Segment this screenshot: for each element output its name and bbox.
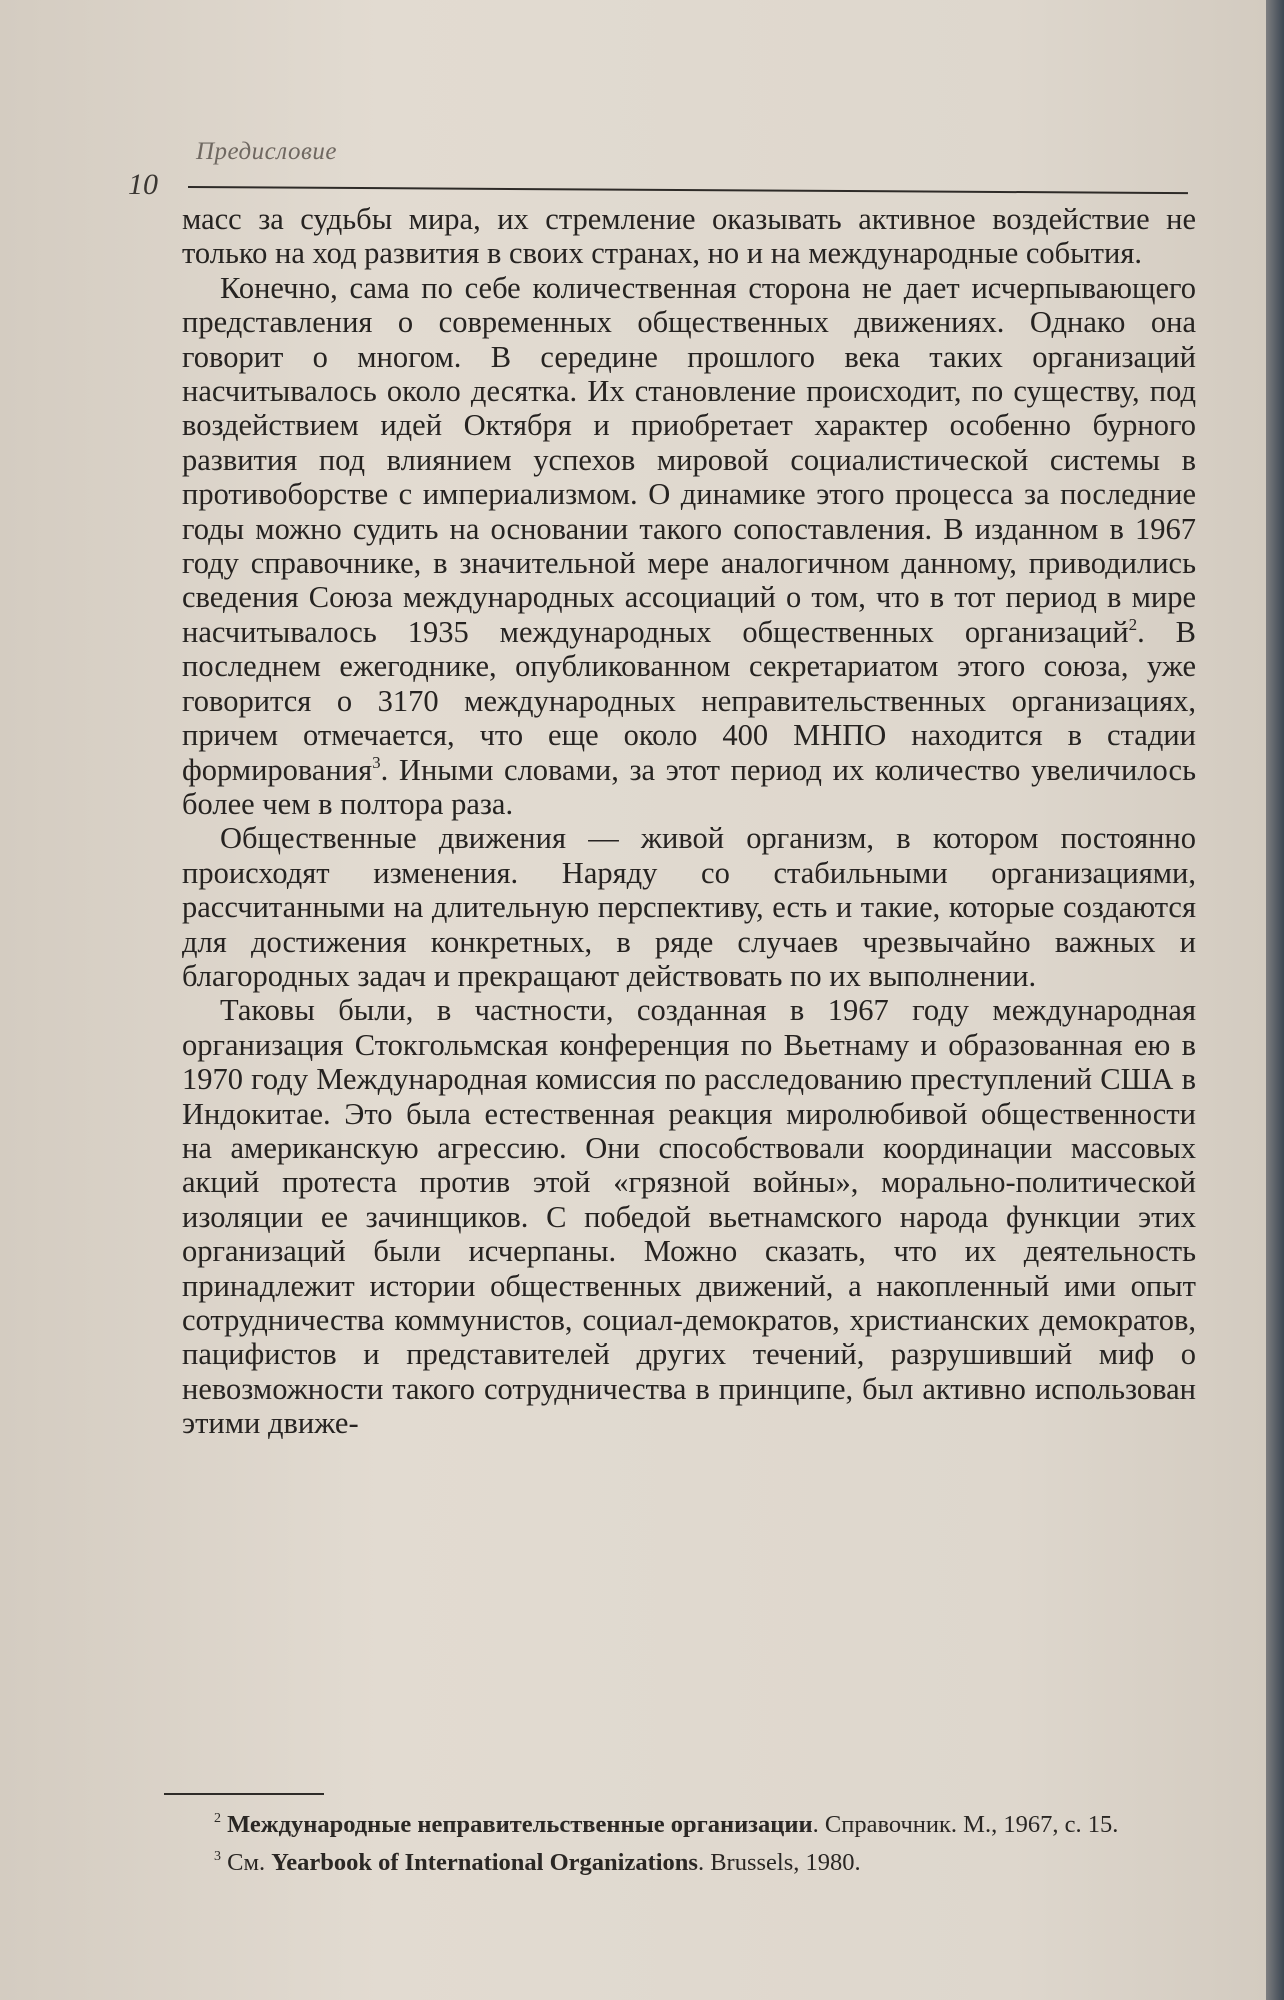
footnote-number: 2: [214, 1811, 221, 1826]
paragraph: [182, 271, 1196, 822]
paragraph-text: Таковы были, в частности, созданная в 1967 году международная организация Стокгольмская конференция по Вьетнаму и образованная ею в 1970 году Международная комиссия по расследованию преступлений США в Индокитае. Это была естественная реакция миролюбивой общественности на американскую агрессию. Они способствовали координации массовых акций протеста против этой «грязной войны», морально-политической изоляции ее зачинщиков. С победой вьетнамского народа функции этих организаций были исчерпаны. Можно сказать, что их деятельность принадлежит истории общественных движений, а накопленный ими опыт сотрудничества коммунистов, социал-демократов, христианских демократов, пацифистов и представителей других течений, разрушивший миф о невозможности такого сотрудничества в принципе, был активно использован этими движе-: [182, 993, 1196, 1441]
paragraph: [182, 202, 1196, 271]
paragraph-text: Конечно, сама по себе количественная сторона не дает исчерпывающего представления о современных общественных движениях. Однако она говорит о многом. В середине прошлого века таких организаций насчитывалось около десятка. Их становление происходит, по существу, под воздействием идей Октября и приобретает характер особенно бурного развития под влиянием успехов мировой социалистической системы в противоборстве с империализмом. О динамике этого процесса за последние годы можно судить на основании такого сопоставления. В изданном в 1967 году справочнике, в значительной мере аналогичном данному, приводились сведения Союза международных ассоциаций о том, что в тот период в мире насчитывалось 1935 международных общественных организаций: [182, 270, 1196, 649]
footnote-source: . Справочник. М., 1967, с. 15.: [812, 1811, 1119, 1838]
footnote-lead: См.: [227, 1849, 272, 1876]
paragraph-text: масс за судьбы мира, их стремление оказывать активное воздействие не только на ход развития в своих странах, но и на международные события.: [182, 202, 1196, 271]
running-title: Предисловие: [196, 138, 337, 165]
footnote: [166, 1848, 1206, 1878]
book-cover-edge: [1266, 0, 1284, 2000]
footnote-title: Yearbook of International Organizations: [271, 1849, 698, 1876]
footnote-marker: 3: [372, 752, 381, 772]
footnote-marker: 2: [1128, 614, 1138, 634]
paragraph-text: Общественные движения — живой организм, в котором постоянно происходят изменения. Наряду со стабильными организациями, рассчитанными на длительную перспективу, есть и такие, которые создаются для достижения конкретных, в ряде случаев чрезвычайно важных и благородных задач и прекращают действовать по их выполнении.: [182, 821, 1196, 993]
footnotes: [166, 1810, 1206, 1886]
footnote-separator: [164, 1793, 324, 1795]
main-text: [182, 202, 1196, 1441]
paragraph-text: . В последнем ежегоднике, опубликованном секретариатом этого союза, уже говорится о 3170 международных неправительственных организациях, причем отмечается, что еще около 400 МНПО находится в стадии формирования: [182, 614, 1196, 787]
paragraph: [182, 821, 1196, 993]
footnote-number: 3: [214, 1849, 221, 1864]
paragraph: [182, 993, 1196, 1440]
footnote: [166, 1810, 1206, 1840]
page-header: [128, 138, 1188, 208]
footnote-source: . Brussels, 1980.: [697, 1849, 861, 1876]
paragraph-text: . Иными словами, за этот период их количество увеличилось более чем в полтора раза.: [182, 752, 1196, 821]
footnote-title: Международные неправительственные организации: [227, 1811, 813, 1838]
header-rule: [188, 186, 1188, 194]
page-number: 10: [128, 168, 158, 201]
